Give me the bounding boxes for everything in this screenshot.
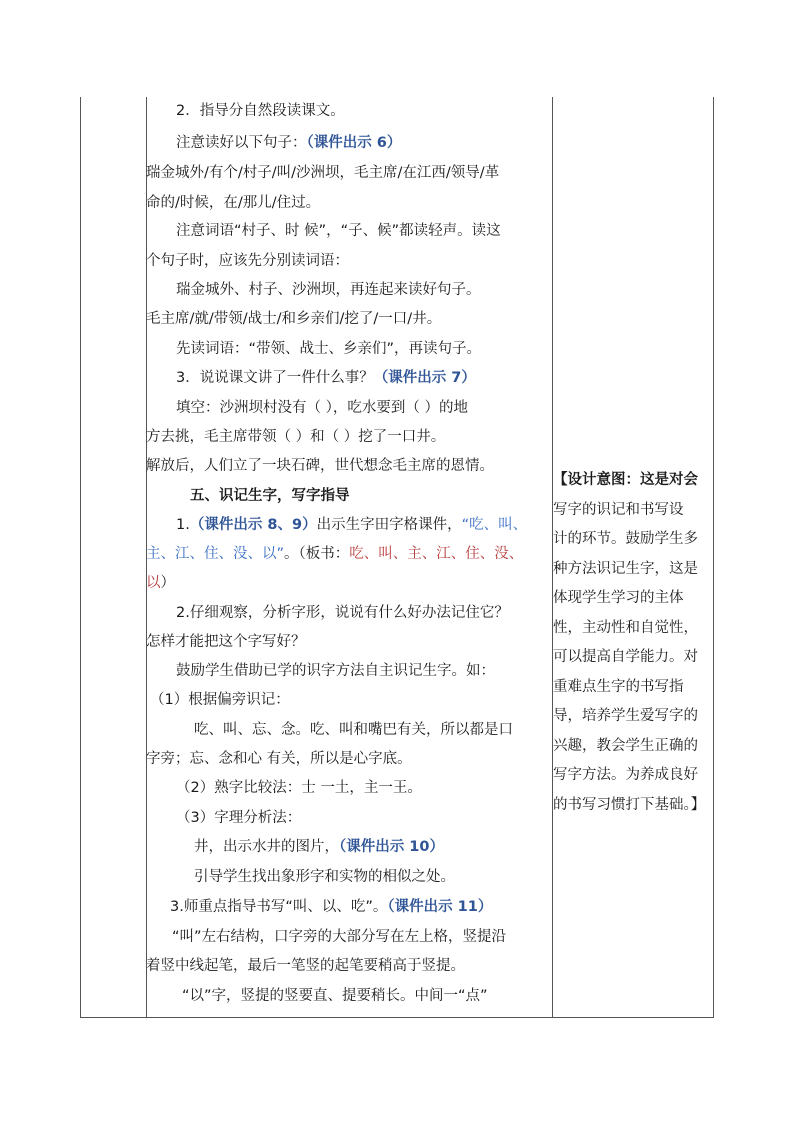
- text: 3．说说课文讲了一件什么事？: [176, 370, 374, 386]
- paragraph-line: [146, 544, 523, 564]
- table-border-col2: [552, 97, 553, 1018]
- paragraph-line: [146, 573, 175, 593]
- text: 。（板书：: [284, 546, 350, 562]
- step-2-heading: 2．指导分自然段读课文。: [176, 103, 345, 119]
- text: 出示生字田字格课件，: [316, 517, 462, 533]
- paragraph-line: [176, 133, 401, 153]
- design-intent-line: 写字方法。为养成良好: [553, 767, 698, 783]
- paragraph-line: 鼓励学生借助已学的识字方法自主识记生字。如：: [176, 663, 495, 679]
- step-3-heading: [176, 368, 476, 388]
- new-characters: 主、江、住、没、以”: [146, 546, 285, 562]
- paragraph-line: “以”字，竖提的竖要直、提要稍长。中间一“点”: [182, 988, 488, 1004]
- paragraph-line: 先读词语：“带领、战士、乡亲们”，再读句子。: [176, 341, 482, 357]
- paragraph-line: 字旁；忘、念和心 有关，所以是心字底。: [146, 751, 412, 767]
- paragraph-line: 瑞金城外、村子、沙洲坝，再连起来读好句子。: [176, 282, 481, 298]
- paragraph-line: 瑞金城外/有个/村子/叫/沙洲坝，毛主席/在江西/领导/革: [146, 165, 500, 181]
- paragraph-line: 毛主席/就/带领/战士/和乡亲们/挖了/一口/井。: [146, 311, 442, 327]
- paragraph-line: 引导学生找出象形字和实物的相似之处。: [194, 869, 455, 885]
- courseware-note: （课件出示 6）: [306, 135, 402, 151]
- section-5-heading: 五、识记生字，写字指导: [190, 488, 350, 504]
- design-intent-line: 【设计意图：这是对会: [553, 472, 698, 488]
- design-intent-line: 重难点生字的书写指: [553, 679, 684, 695]
- paragraph-line: 方去挑，毛主席带领（ ）和（ ）挖了一口井。: [146, 429, 446, 445]
- paragraph-line: “叫”左右结构，口字旁的大部分写在左上格，竖提沿: [172, 929, 507, 945]
- paragraph-line: 2.仔细观察，分析字形，说说有什么好办法记住它？: [176, 605, 509, 621]
- paragraph-line: （3）字理分析法：: [176, 810, 302, 826]
- paragraph-line: 吃、叫、忘、念。吃、叫和嘴巴有关，所以都是口: [194, 722, 513, 738]
- paragraph-line: 命的/时候，在/那儿/住过。: [146, 195, 321, 211]
- paragraph-line: 个句子时，应该先分别读词语：: [146, 253, 349, 269]
- design-intent-line: 体现学生学习的主体: [553, 590, 684, 606]
- paragraph-line: [194, 837, 444, 857]
- paragraph-line: （2）熟字比较法：士 一土，主一王。: [176, 780, 422, 796]
- courseware-note: （课件出示 8、9）: [189, 517, 317, 533]
- paragraph-line: 怎样才能把这个字写好？: [146, 634, 306, 650]
- paragraph-line: 填空：沙洲坝村没有（ ），吃水要到（ ）的地: [176, 400, 468, 416]
- design-intent-line: 导，培养学生爱写字的: [553, 708, 698, 724]
- paragraph-line: （1）根据偏旁识记：: [150, 692, 290, 708]
- design-intent-line: 可以提高自学能力。对: [553, 649, 698, 665]
- paragraph-line: 注意词语“村子、时 候”，“子、候”都读轻声。读这: [176, 223, 501, 239]
- board-writing: 吃、叫、主、江、住、没、: [349, 546, 524, 562]
- design-intent-line: 计的环节。鼓励学生多: [553, 531, 698, 547]
- courseware-note: （课件出示 10）: [339, 839, 444, 855]
- design-intent-line: 写字的识记和书写设: [553, 502, 684, 518]
- design-intent-line: 的书写习惯打下基础。】: [553, 797, 706, 813]
- table-border-bottom: [80, 1017, 714, 1018]
- new-characters: “吃、叫、: [461, 517, 528, 533]
- paragraph-line: [176, 515, 527, 535]
- text: 井，出示水井的图片，: [194, 839, 339, 855]
- table-border-right: [713, 97, 714, 1018]
- design-intent-line: 兴趣，教会学生正确的: [553, 738, 698, 754]
- design-intent-line: 种方法识记生字，这是: [553, 561, 698, 577]
- text: ）: [160, 575, 175, 591]
- text: 1.: [176, 517, 190, 533]
- courseware-note: （课件出示 11）: [387, 899, 493, 915]
- text: 3.师重点指导书写“叫、以、吃”。: [170, 899, 388, 915]
- design-intent-line: 性，主动性和自觉性，: [553, 620, 698, 636]
- courseware-note: （课件出示 7）: [373, 370, 476, 386]
- table-border-left: [80, 97, 81, 1018]
- text: 注意读好以下句子：: [176, 135, 307, 151]
- paragraph-line: 着竖中线起笔，最后一笔竖的起笔要稍高于竖提。: [146, 958, 465, 974]
- paragraph-line: [170, 897, 492, 917]
- paragraph-line: 解放后，人们立了一块石碑，世代想念毛主席的恩情。: [146, 458, 494, 474]
- board-writing: 以: [146, 575, 161, 591]
